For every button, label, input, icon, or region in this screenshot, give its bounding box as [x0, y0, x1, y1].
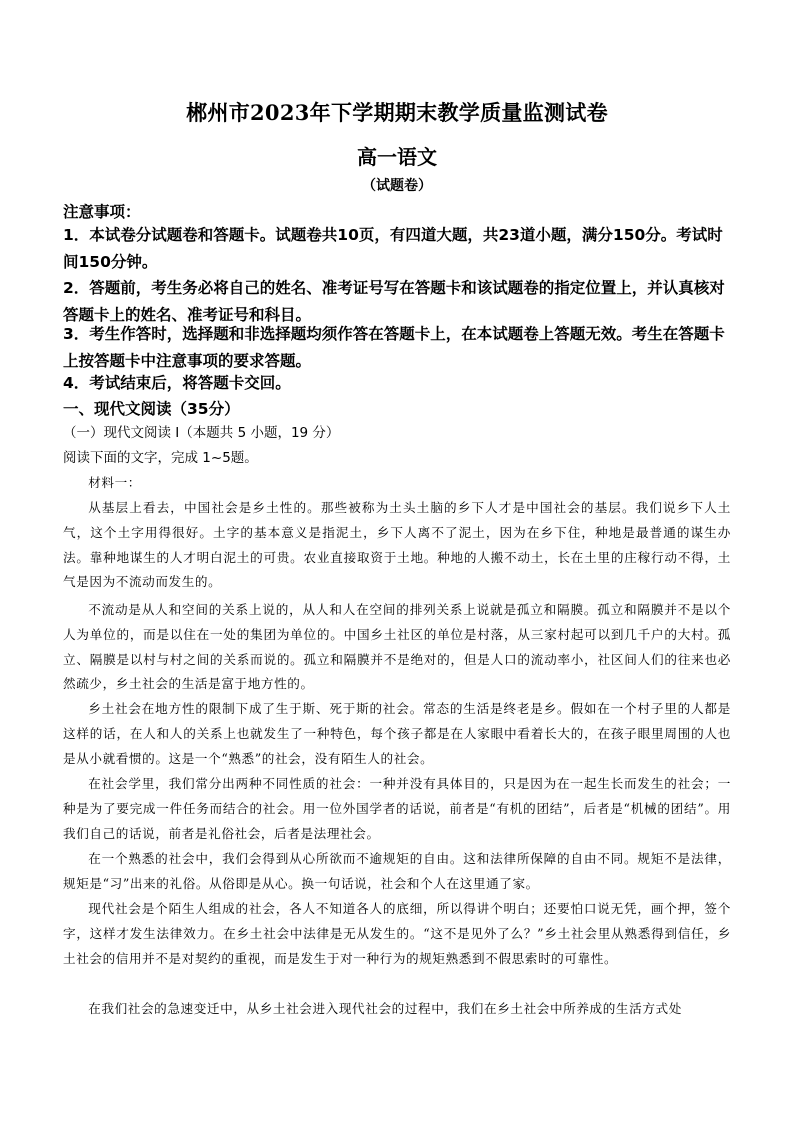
- passage-paragraph: 在社会学里，我们常分出两种不同性质的社会：一种并没有具体目的，只是因为在一起生长而发生的社会；一种是为了要完成一件任务而结合的社会。用一位外国学者的话说，前者是“有机的团结”，后者是“机械的团结”。用我们自己的话说，前者是礼俗社会，后者是法理社会。: [63, 776, 731, 841]
- passage-paragraph: 从基层上看去，中国社会是乡土性的。那些被称为土头土脑的乡下人才是中国社会的基层。我们说乡下人土气，这个土字用得很好。土字的基本意义是指泥土，乡下人离不了泥土，因为在乡下住，种地是最普通的谋生办法。靠种地谋生的人才明白泥土的可贵。农业直接取资于土地。种地的人搬不动土，长在土里的庄稼行动不得，土气是因为不流动而发生的。: [63, 500, 731, 590]
- notice-item: 1．本试卷分试题卷和答题卡。试题卷共10页，有四道大题，共23道小题，满分150分。考试时间150分钟。: [63, 226, 723, 271]
- passage-paragraph: 在我们社会的急速变迁中，从乡土社会进入现代社会的过程中，我们在乡土社会中所养成的生活方式处: [88, 1001, 682, 1016]
- notice-item: 4．考试结束后，将答题卡交回。: [63, 374, 291, 392]
- exam-title: 郴州市2023年下学期期末教学质量监测试卷: [186, 100, 608, 125]
- passage-paragraph: 不流动是从人和空间的关系上说的，从人和人在空间的排列关系上说就是孤立和隔膜。孤立和隔膜并不是以个人为单位的，而是以住在一处的集团为单位的。中国乡土社区的单位是村落，从三家村起可以到几千户的大村。孤立、隔膜是以村与村之间的关系而说的。孤立和隔膜并不是绝对的，但是人口的流动率小，社区间人们的往来也必然疏少，乡土社会的生活是富于地方性的。: [63, 602, 731, 692]
- reading-instruction: 阅读下面的文字，完成 1~5题。: [63, 450, 258, 466]
- paper-type: （试题卷）: [362, 178, 432, 194]
- material-label: 材料一：: [88, 475, 141, 490]
- passage-paragraph: 现代社会是个陌生人组成的社会，各人不知道各人的底细，所以得讲个明白；还要怕口说无凭，画个押，签个字，这样才发生法律效力。在乡土社会中法律是无从发生的。“这不是见外了么？”乡土社会里从熟悉得到信任，乡土社会的信用并不是对契约的重视，而是发生于对一种行为的规矩熟悉到不假思索时的可靠性。: [63, 901, 731, 966]
- notice-item: 3．考生作答时，选择题和非选择题均须作答在答题卡上，在本试题卷上答题无效。考生在答题卡上按答题卡中注意事项的要求答题。: [63, 325, 725, 370]
- passage-paragraph: 在一个熟悉的社会中，我们会得到从心所欲而不逾规矩的自由。这和法律所保障的自由不同。规矩不是法律，规矩是“习”出来的礼俗。从俗即是从心。换一句话说，社会和个人在这里通了家。: [63, 851, 731, 891]
- notice-heading: 注意事项：: [63, 203, 141, 221]
- passage-paragraph: 乡土社会在地方性的限制下成了生于斯、死于斯的社会。常态的生活是终老是乡。假如在一个村子里的人都是这样的话，在人和人的关系上也就发生了一种特色，每个孩子都是在人家眼中看着长大的，在孩子眼里周围的人也是从小就看惯的。这是一个“熟悉”的社会，没有陌生人的社会。: [63, 701, 731, 766]
- section-title: 一、现代文阅读（35分）: [63, 400, 240, 418]
- subsection-title: （一）现代文阅读 I（本题共 5 小题，19 分）: [63, 425, 340, 441]
- notice-item: 2．答题前，考生务必将自己的姓名、准考证号写在答题卡和该试题卷的指定位置上，并认真核对答题卡上的姓名、准考证号和科目。: [63, 279, 725, 324]
- subject-title: 高一语文: [357, 145, 437, 169]
